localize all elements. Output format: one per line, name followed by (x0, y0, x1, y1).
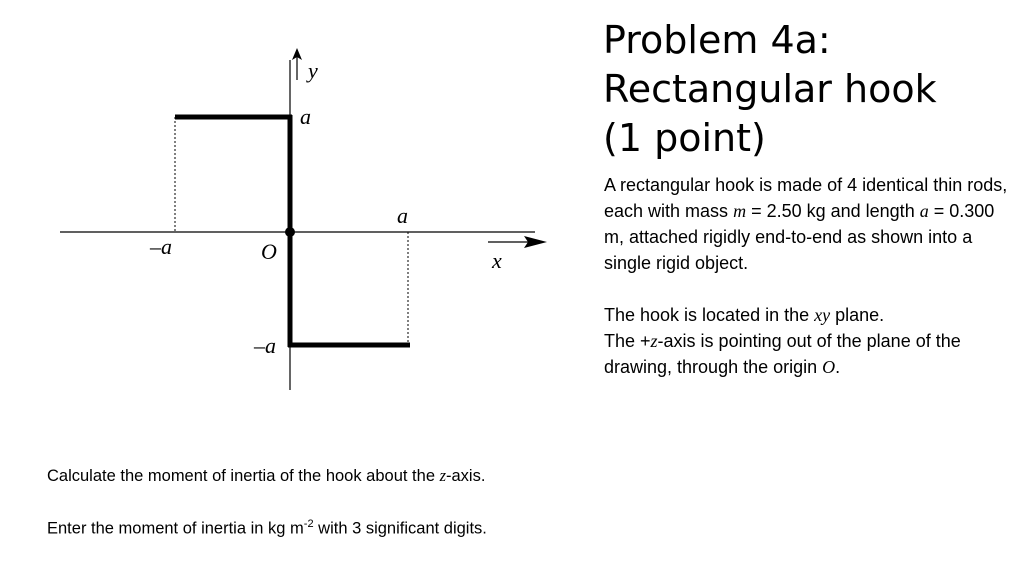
problem-title (603, 16, 1013, 163)
title-line-3: (1 point) (603, 116, 766, 160)
label-y: y (308, 58, 318, 83)
title-line-1: Problem 4a: (603, 18, 831, 62)
label-origin: O (261, 239, 277, 264)
question-line-2: Enter the moment of inertia in kg $m^{-2}$ with 3 significant digits. (47, 518, 487, 538)
label-a-right: a (397, 203, 408, 228)
label-neg-a-left: –a (150, 234, 172, 259)
origin-point (285, 227, 295, 237)
question-line-1: Calculate the moment of inertia of the hook about the z-axis. (47, 466, 486, 485)
hook-diagram (0, 0, 600, 420)
problem-description (604, 172, 1009, 380)
label-neg-a-bottom: –a (254, 333, 276, 358)
title-line-2: Rectangular hook (603, 67, 937, 111)
label-x: x (492, 248, 502, 273)
label-a-top: a (300, 104, 311, 129)
question-text (47, 464, 607, 541)
description-paragraph-2: The hook is located in the xy plane. The +z-axis is pointing out of the plane of the drawing, through the origin O. (604, 305, 961, 377)
description-paragraph-1: A rectangular hook is made of 4 identical thin rods, each with mass m = 2.50 kg and length a = 0.300 m, attached rigidly end-to-end as shown into a single rigid object. (604, 175, 1008, 273)
